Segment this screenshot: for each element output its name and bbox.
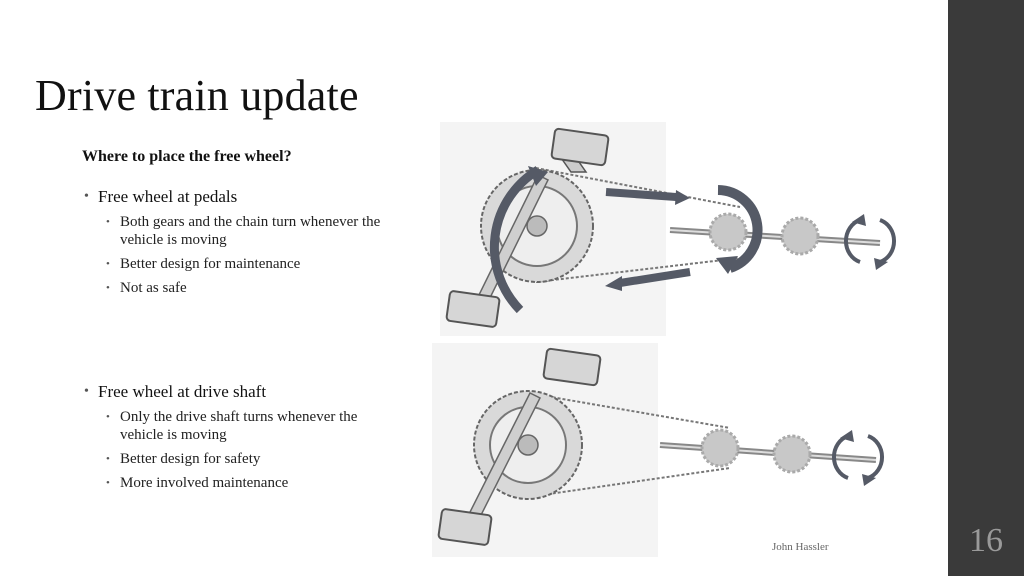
drivetrain-figure-pedal-freewheel <box>446 128 894 327</box>
bullet-icon: • <box>106 216 110 228</box>
bullet-icon: • <box>106 258 110 270</box>
pedal-top <box>551 128 609 165</box>
sprocket-driven <box>702 430 738 466</box>
slide-subheading: Where to place the free wheel? <box>82 148 292 165</box>
bullet-icon: • <box>106 477 110 489</box>
chainring-hub <box>518 435 538 455</box>
arrow-head-left <box>605 276 622 291</box>
chainring-hub <box>527 216 547 236</box>
bullet-icon: • <box>106 411 110 423</box>
bullet-icon: • <box>84 189 89 204</box>
right-sidebar <box>948 0 1024 576</box>
section-heading-text: Free wheel at drive shaft <box>98 382 267 401</box>
rotation-arrow-right <box>880 220 894 262</box>
bullet-icon: • <box>84 384 89 399</box>
chain-direction-arrow-right <box>606 192 676 197</box>
chain-direction-arrow-left <box>620 272 690 283</box>
list-item-text: Only the drive shaft turns whenever the vehicle is moving <box>120 409 358 443</box>
drive-shaft-highlight <box>660 445 876 460</box>
pedal-top <box>543 348 601 385</box>
drivetrain-figure-shaft-freewheel <box>438 348 882 545</box>
list-item-text: Not as safe <box>120 280 187 296</box>
bullet-icon: • <box>106 282 110 294</box>
page-number: 16 <box>969 522 1003 559</box>
section-heading-text: Free wheel at pedals <box>98 187 238 206</box>
sprocket-wheel <box>782 218 818 254</box>
footer-author: John Hassler <box>772 541 829 553</box>
list-item-text: More involved maintenance <box>120 475 289 491</box>
list-item-text: Better design for safety <box>120 451 261 467</box>
arrow-head-right <box>675 190 690 205</box>
slide-title: Drive train update <box>35 71 359 120</box>
pedal-bottom <box>446 291 500 328</box>
sprocket-wheel <box>774 436 810 472</box>
pedal-bottom <box>438 509 492 546</box>
list-item-text: Both gears and the chain turn whenever the vehicle is moving <box>120 214 381 248</box>
bullet-icon: • <box>106 453 110 465</box>
list-item-text: Better design for maintenance <box>120 256 301 272</box>
sprocket-driven <box>710 214 746 250</box>
